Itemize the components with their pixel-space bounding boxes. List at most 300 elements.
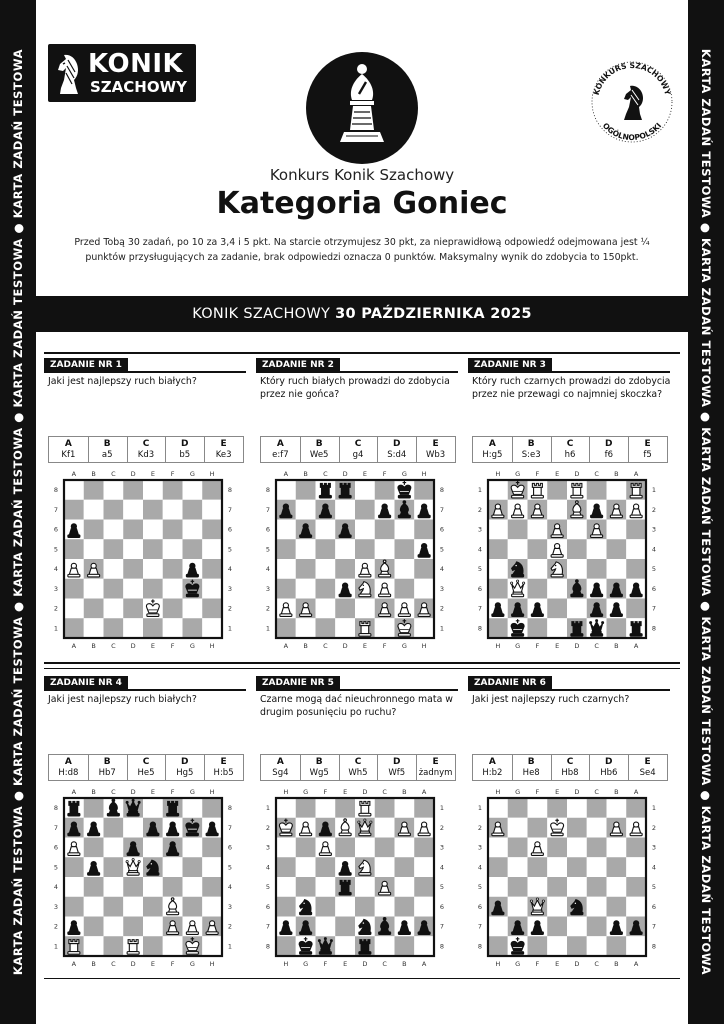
board-square[interactable]	[163, 877, 183, 897]
board-square[interactable]	[375, 539, 395, 559]
board-square[interactable]	[335, 599, 355, 619]
black-rook-icon[interactable]	[339, 483, 351, 498]
board-square[interactable]	[488, 539, 508, 559]
board-square[interactable]	[607, 559, 627, 579]
board-square[interactable]	[84, 539, 104, 559]
answer-option-b[interactable]	[88, 755, 127, 780]
board-square[interactable]	[587, 917, 607, 937]
answer-option-c[interactable]	[551, 437, 590, 462]
board-square[interactable]	[335, 838, 355, 858]
board-square[interactable]	[375, 897, 395, 917]
board-square[interactable]	[183, 857, 203, 877]
board-square[interactable]	[587, 838, 607, 858]
board-square[interactable]	[202, 877, 222, 897]
board-square[interactable]	[296, 539, 316, 559]
white-rook-icon[interactable]	[571, 483, 583, 498]
answer-option-b[interactable]	[300, 437, 339, 462]
board-square[interactable]	[163, 539, 183, 559]
board-square[interactable]	[183, 480, 203, 500]
board-square[interactable]	[276, 539, 296, 559]
board-square[interactable]	[202, 838, 222, 858]
board-square[interactable]	[488, 559, 508, 579]
board-square[interactable]	[567, 838, 587, 858]
board-square[interactable]	[64, 857, 84, 877]
board-square[interactable]	[355, 539, 375, 559]
board-square[interactable]	[104, 917, 124, 937]
board-square[interactable]	[123, 618, 143, 638]
board-square[interactable]	[587, 559, 607, 579]
board-square[interactable]	[163, 618, 183, 638]
board-square[interactable]	[183, 897, 203, 917]
board-square[interactable]	[123, 520, 143, 540]
board-square[interactable]	[316, 599, 336, 619]
board-square[interactable]	[183, 618, 203, 638]
board-square[interactable]	[143, 480, 163, 500]
black-rook-icon[interactable]	[167, 801, 179, 816]
board-square[interactable]	[395, 520, 415, 540]
board-square[interactable]	[528, 579, 548, 599]
answer-option-a[interactable]	[261, 755, 300, 780]
board-square[interactable]	[163, 857, 183, 877]
board-square[interactable]	[296, 877, 316, 897]
black-rook-icon[interactable]	[630, 622, 642, 637]
board-square[interactable]	[64, 877, 84, 897]
answer-option-b[interactable]	[512, 755, 551, 780]
board-square[interactable]	[547, 917, 567, 937]
board-square[interactable]	[626, 539, 646, 559]
board-square[interactable]	[567, 857, 587, 877]
answer-option-c[interactable]	[339, 437, 378, 462]
board-square[interactable]	[123, 480, 143, 500]
board-square[interactable]	[202, 897, 222, 917]
board-square[interactable]	[587, 897, 607, 917]
board-square[interactable]	[375, 936, 395, 956]
board-square[interactable]	[316, 559, 336, 579]
board-square[interactable]	[202, 520, 222, 540]
board-square[interactable]	[375, 618, 395, 638]
board-square[interactable]	[104, 936, 124, 956]
board-square[interactable]	[626, 798, 646, 818]
white-rook-icon[interactable]	[359, 801, 371, 816]
answer-option-d[interactable]	[589, 437, 628, 462]
board-square[interactable]	[64, 500, 84, 520]
board-square[interactable]	[335, 798, 355, 818]
board-square[interactable]	[414, 838, 434, 858]
board-square[interactable]	[547, 936, 567, 956]
board-square[interactable]	[64, 579, 84, 599]
board-square[interactable]	[528, 936, 548, 956]
board-square[interactable]	[84, 500, 104, 520]
white-queen-icon[interactable]	[358, 819, 372, 836]
black-queen-icon[interactable]	[318, 938, 332, 955]
answer-option-c[interactable]	[127, 755, 166, 780]
board-square[interactable]	[84, 936, 104, 956]
board-square[interactable]	[395, 897, 415, 917]
answer-option-c[interactable]	[551, 755, 590, 780]
board-square[interactable]	[104, 559, 124, 579]
board-square[interactable]	[488, 618, 508, 638]
board-square[interactable]	[143, 618, 163, 638]
board-square[interactable]	[607, 897, 627, 917]
board-square[interactable]	[143, 936, 163, 956]
board-square[interactable]	[567, 520, 587, 540]
board-square[interactable]	[276, 480, 296, 500]
answer-option-b[interactable]	[512, 437, 551, 462]
board-square[interactable]	[414, 857, 434, 877]
board-square[interactable]	[395, 877, 415, 897]
board-square[interactable]	[316, 857, 336, 877]
board-square[interactable]	[183, 500, 203, 520]
board-square[interactable]	[64, 618, 84, 638]
board-square[interactable]	[104, 618, 124, 638]
board-square[interactable]	[414, 520, 434, 540]
board-square[interactable]	[104, 599, 124, 619]
board-square[interactable]	[276, 936, 296, 956]
board-square[interactable]	[64, 599, 84, 619]
board-square[interactable]	[316, 539, 336, 559]
board-square[interactable]	[626, 897, 646, 917]
board-square[interactable]	[163, 500, 183, 520]
board-square[interactable]	[567, 798, 587, 818]
answer-option-d[interactable]	[165, 755, 204, 780]
board-square[interactable]	[488, 520, 508, 540]
board-square[interactable]	[104, 838, 124, 858]
board-square[interactable]	[104, 857, 124, 877]
answer-option-d[interactable]	[377, 755, 416, 780]
board-square[interactable]	[296, 500, 316, 520]
board-square[interactable]	[183, 539, 203, 559]
board-square[interactable]	[567, 877, 587, 897]
board-square[interactable]	[143, 897, 163, 917]
answer-option-b[interactable]	[300, 755, 339, 780]
board-square[interactable]	[395, 936, 415, 956]
board-square[interactable]	[335, 539, 355, 559]
board-square[interactable]	[508, 897, 528, 917]
board-square[interactable]	[202, 798, 222, 818]
answer-option-a[interactable]	[49, 755, 88, 780]
board-square[interactable]	[587, 818, 607, 838]
board-square[interactable]	[547, 897, 567, 917]
board-square[interactable]	[84, 917, 104, 937]
board-square[interactable]	[163, 936, 183, 956]
board-square[interactable]	[355, 500, 375, 520]
board-square[interactable]	[488, 798, 508, 818]
board-square[interactable]	[375, 818, 395, 838]
white-rook-icon[interactable]	[630, 483, 642, 498]
board-square[interactable]	[414, 579, 434, 599]
board-square[interactable]	[316, 618, 336, 638]
board-square[interactable]	[84, 480, 104, 500]
board-square[interactable]	[296, 857, 316, 877]
board-square[interactable]	[547, 838, 567, 858]
board-square[interactable]	[508, 838, 528, 858]
board-square[interactable]	[355, 838, 375, 858]
answer-option-e[interactable]	[416, 437, 455, 462]
board-square[interactable]	[316, 798, 336, 818]
board-square[interactable]	[202, 559, 222, 579]
black-rook-icon[interactable]	[319, 483, 331, 498]
board-square[interactable]	[143, 917, 163, 937]
white-rook-icon[interactable]	[531, 483, 543, 498]
white-rook-icon[interactable]	[127, 940, 139, 955]
board-square[interactable]	[547, 599, 567, 619]
board-square[interactable]	[626, 877, 646, 897]
board-square[interactable]	[626, 857, 646, 877]
answer-option-e[interactable]	[628, 755, 667, 780]
board-square[interactable]	[414, 559, 434, 579]
board-square[interactable]	[123, 599, 143, 619]
board-square[interactable]	[316, 579, 336, 599]
white-queen-icon[interactable]	[126, 859, 140, 876]
board-square[interactable]	[567, 559, 587, 579]
board-square[interactable]	[587, 480, 607, 500]
board-square[interactable]	[355, 480, 375, 500]
board-square[interactable]	[587, 798, 607, 818]
answer-option-e[interactable]	[628, 437, 667, 462]
board-square[interactable]	[528, 818, 548, 838]
board-square[interactable]	[143, 877, 163, 897]
board-square[interactable]	[296, 579, 316, 599]
board-square[interactable]	[395, 539, 415, 559]
black-rook-icon[interactable]	[339, 880, 351, 895]
board-square[interactable]	[183, 798, 203, 818]
board-square[interactable]	[607, 539, 627, 559]
board-square[interactable]	[626, 559, 646, 579]
board-square[interactable]	[626, 838, 646, 858]
board-square[interactable]	[276, 838, 296, 858]
board-square[interactable]	[355, 877, 375, 897]
board-square[interactable]	[607, 520, 627, 540]
board-square[interactable]	[202, 579, 222, 599]
board-square[interactable]	[123, 818, 143, 838]
board-square[interactable]	[567, 936, 587, 956]
board-square[interactable]	[547, 618, 567, 638]
board-square[interactable]	[123, 877, 143, 897]
answer-option-d[interactable]	[589, 755, 628, 780]
board-square[interactable]	[84, 579, 104, 599]
board-square[interactable]	[414, 877, 434, 897]
board-square[interactable]	[607, 798, 627, 818]
board-square[interactable]	[395, 559, 415, 579]
board-square[interactable]	[335, 618, 355, 638]
black-rook-icon[interactable]	[359, 940, 371, 955]
board-square[interactable]	[64, 480, 84, 500]
board-square[interactable]	[296, 798, 316, 818]
board-square[interactable]	[143, 579, 163, 599]
board-square[interactable]	[607, 480, 627, 500]
board-square[interactable]	[547, 857, 567, 877]
answer-option-c[interactable]	[339, 755, 378, 780]
board-square[interactable]	[508, 520, 528, 540]
white-rook-icon[interactable]	[68, 940, 80, 955]
board-square[interactable]	[528, 520, 548, 540]
board-square[interactable]	[183, 838, 203, 858]
answer-option-c[interactable]	[127, 437, 166, 462]
board-square[interactable]	[296, 618, 316, 638]
board-square[interactable]	[316, 917, 336, 937]
board-square[interactable]	[183, 877, 203, 897]
board-square[interactable]	[414, 897, 434, 917]
answer-option-e[interactable]	[204, 437, 243, 462]
board-square[interactable]	[528, 559, 548, 579]
answer-option-e[interactable]	[416, 755, 455, 780]
board-square[interactable]	[104, 539, 124, 559]
board-square[interactable]	[508, 798, 528, 818]
board-square[interactable]	[104, 520, 124, 540]
board-square[interactable]	[587, 877, 607, 897]
board-square[interactable]	[626, 520, 646, 540]
board-square[interactable]	[488, 480, 508, 500]
board-square[interactable]	[607, 936, 627, 956]
board-square[interactable]	[202, 936, 222, 956]
board-square[interactable]	[276, 857, 296, 877]
board-square[interactable]	[488, 917, 508, 937]
board-square[interactable]	[84, 520, 104, 540]
board-square[interactable]	[84, 798, 104, 818]
board-square[interactable]	[335, 936, 355, 956]
board-square[interactable]	[355, 897, 375, 917]
board-square[interactable]	[395, 838, 415, 858]
board-square[interactable]	[202, 539, 222, 559]
answer-option-a[interactable]	[261, 437, 300, 462]
board-square[interactable]	[183, 599, 203, 619]
board-square[interactable]	[123, 539, 143, 559]
board-square[interactable]	[123, 917, 143, 937]
board-square[interactable]	[414, 798, 434, 818]
board-square[interactable]	[528, 618, 548, 638]
board-square[interactable]	[335, 559, 355, 579]
board-square[interactable]	[488, 877, 508, 897]
answer-option-b[interactable]	[88, 437, 127, 462]
board-square[interactable]	[626, 599, 646, 619]
board-square[interactable]	[626, 936, 646, 956]
board-square[interactable]	[296, 480, 316, 500]
board-square[interactable]	[84, 897, 104, 917]
board-square[interactable]	[547, 480, 567, 500]
board-square[interactable]	[163, 579, 183, 599]
answer-option-e[interactable]	[204, 755, 243, 780]
board-square[interactable]	[528, 798, 548, 818]
board-square[interactable]	[84, 838, 104, 858]
board-square[interactable]	[355, 520, 375, 540]
board-square[interactable]	[607, 838, 627, 858]
answer-option-d[interactable]	[377, 437, 416, 462]
board-square[interactable]	[567, 818, 587, 838]
board-square[interactable]	[508, 857, 528, 877]
board-square[interactable]	[316, 877, 336, 897]
board-square[interactable]	[276, 897, 296, 917]
black-rook-icon[interactable]	[68, 801, 80, 816]
board-square[interactable]	[183, 520, 203, 540]
board-square[interactable]	[547, 500, 567, 520]
answer-option-a[interactable]	[473, 437, 512, 462]
board-square[interactable]	[202, 618, 222, 638]
board-square[interactable]	[84, 618, 104, 638]
board-square[interactable]	[276, 798, 296, 818]
board-square[interactable]	[163, 559, 183, 579]
answer-option-d[interactable]	[165, 437, 204, 462]
board-square[interactable]	[163, 480, 183, 500]
board-square[interactable]	[123, 579, 143, 599]
board-square[interactable]	[276, 579, 296, 599]
board-square[interactable]	[143, 838, 163, 858]
board-square[interactable]	[296, 559, 316, 579]
board-square[interactable]	[84, 877, 104, 897]
board-square[interactable]	[202, 480, 222, 500]
board-square[interactable]	[488, 857, 508, 877]
board-square[interactable]	[607, 877, 627, 897]
board-square[interactable]	[355, 599, 375, 619]
board-square[interactable]	[547, 579, 567, 599]
board-square[interactable]	[395, 798, 415, 818]
board-square[interactable]	[547, 877, 567, 897]
board-square[interactable]	[335, 897, 355, 917]
board-square[interactable]	[414, 480, 434, 500]
board-square[interactable]	[104, 877, 124, 897]
board-square[interactable]	[528, 539, 548, 559]
board-square[interactable]	[488, 838, 508, 858]
board-square[interactable]	[143, 798, 163, 818]
board-square[interactable]	[202, 599, 222, 619]
board-square[interactable]	[202, 857, 222, 877]
board-square[interactable]	[143, 520, 163, 540]
board-square[interactable]	[143, 500, 163, 520]
board-square[interactable]	[395, 579, 415, 599]
board-square[interactable]	[375, 857, 395, 877]
board-square[interactable]	[508, 877, 528, 897]
board-square[interactable]	[84, 599, 104, 619]
white-queen-icon[interactable]	[530, 898, 544, 915]
board-square[interactable]	[607, 618, 627, 638]
board-square[interactable]	[335, 500, 355, 520]
board-square[interactable]	[375, 480, 395, 500]
answer-option-a[interactable]	[49, 437, 88, 462]
black-queen-icon[interactable]	[126, 799, 140, 816]
board-square[interactable]	[316, 520, 336, 540]
board-square[interactable]	[316, 897, 336, 917]
board-square[interactable]	[143, 559, 163, 579]
board-square[interactable]	[163, 520, 183, 540]
board-square[interactable]	[375, 798, 395, 818]
white-rook-icon[interactable]	[359, 622, 371, 637]
board-square[interactable]	[587, 857, 607, 877]
board-square[interactable]	[104, 818, 124, 838]
black-rook-icon[interactable]	[571, 622, 583, 637]
board-square[interactable]	[104, 897, 124, 917]
board-square[interactable]	[276, 520, 296, 540]
board-square[interactable]	[587, 539, 607, 559]
board-square[interactable]	[276, 559, 296, 579]
board-square[interactable]	[567, 599, 587, 619]
board-square[interactable]	[567, 917, 587, 937]
board-square[interactable]	[488, 936, 508, 956]
board-square[interactable]	[488, 579, 508, 599]
board-square[interactable]	[123, 500, 143, 520]
board-square[interactable]	[276, 877, 296, 897]
board-square[interactable]	[587, 936, 607, 956]
board-square[interactable]	[528, 857, 548, 877]
board-square[interactable]	[143, 539, 163, 559]
board-square[interactable]	[123, 897, 143, 917]
board-square[interactable]	[163, 599, 183, 619]
board-square[interactable]	[202, 500, 222, 520]
board-square[interactable]	[567, 539, 587, 559]
board-square[interactable]	[64, 897, 84, 917]
board-square[interactable]	[123, 559, 143, 579]
board-square[interactable]	[414, 618, 434, 638]
board-square[interactable]	[528, 877, 548, 897]
board-square[interactable]	[508, 818, 528, 838]
